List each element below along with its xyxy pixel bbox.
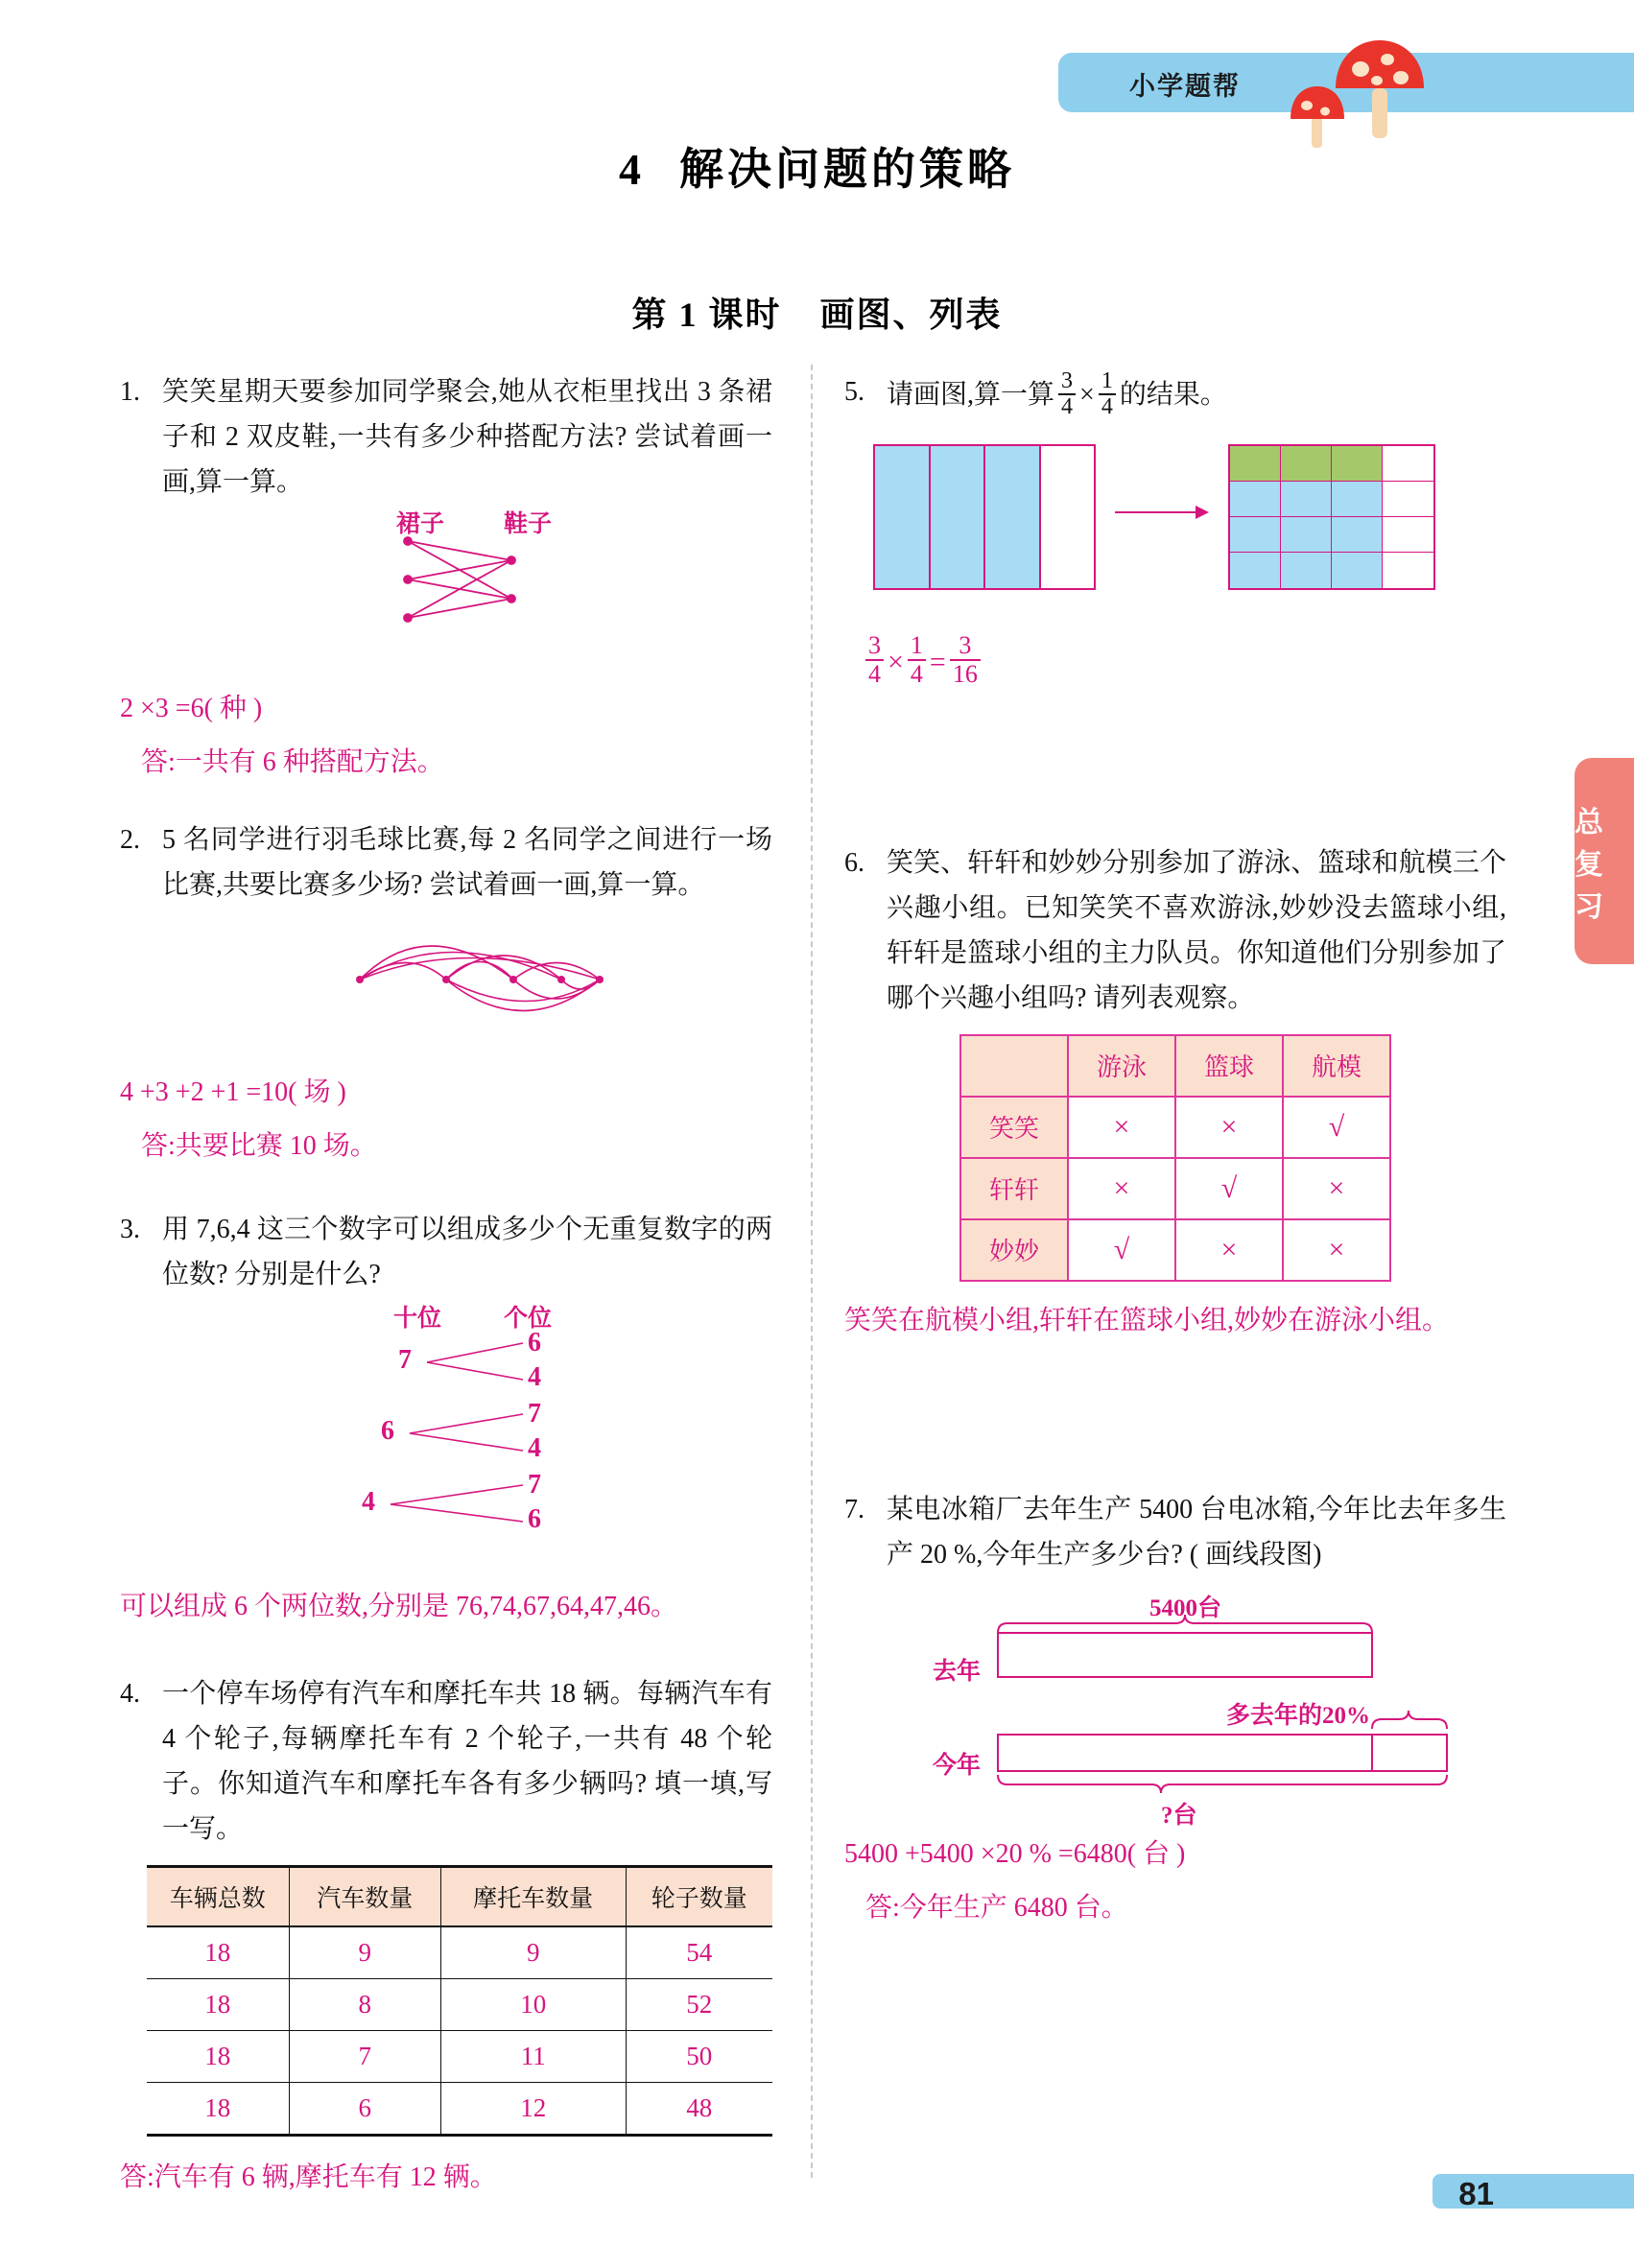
q3-label-ones: 个位 <box>504 1306 553 1332</box>
question-4-body: 一个停车场停有汽车和摩托车共 18 辆。每辆汽车有 4 个轮子,每辆摩托车有 2 个轮子,一共有 48 个轮子。你知道汽车和摩托车各有多少辆吗? 填一填,写一写。 <box>162 1679 772 1844</box>
page-number: 81 <box>1458 2176 1494 2211</box>
t6-row-head: 笑笑 <box>960 1097 1068 1158</box>
question-7 <box>844 1487 1506 1930</box>
t6-row-head: 轩轩 <box>960 1158 1068 1219</box>
lesson-prefix: 第 1 课时 <box>631 295 782 334</box>
q5-frac-b-den: 4 <box>1099 393 1116 419</box>
question-1-text-block <box>120 369 772 505</box>
q3-tens-1: 7 <box>398 1345 412 1375</box>
interest-group-table <box>959 1034 1391 1282</box>
mushroom-large-icon <box>1332 38 1428 140</box>
q5-grid-cell <box>1332 517 1383 553</box>
t6-cell: × <box>1068 1097 1175 1158</box>
q5-mul-sign: × <box>1079 380 1095 411</box>
cell-motos: 10 <box>440 1979 626 2031</box>
question-2-body: 5 名同学进行羽毛球比赛,每 2 名同学之间进行一场比赛,共要比赛多少场? 尝试着画一画,算一算。 <box>162 825 772 900</box>
t6-col-model: 航模 <box>1283 1035 1390 1097</box>
question-2-calc: 4 +3 +2 +1 =10( 场 ) <box>120 1077 346 1107</box>
chapter-number: 4 <box>619 145 645 194</box>
q5-grid-cell <box>1230 517 1281 553</box>
q5-bar-cell <box>985 446 1041 588</box>
q2-graph-svg <box>120 908 772 1051</box>
q5-frac-b-num: 1 <box>1101 368 1113 393</box>
q5-res-c-den: 16 <box>950 659 981 687</box>
q5-frac-a-num: 3 <box>1061 368 1074 393</box>
q5-grid-cell <box>1332 446 1383 482</box>
cell-wheels: 48 <box>626 2083 772 2136</box>
q3-ones-1a: 6 <box>528 1328 541 1358</box>
question-3-figure <box>120 1297 772 1575</box>
t6-corner <box>960 1035 1068 1097</box>
q5-grid-cell <box>1281 482 1332 517</box>
q5-result-mul: × <box>888 646 904 678</box>
q5-result-c <box>950 632 981 687</box>
q5-grid-cell <box>1383 482 1433 517</box>
cell-cars: 9 <box>289 1926 440 1979</box>
table-row <box>960 1097 1390 1158</box>
col-header-motos: 摩托车数量 <box>440 1867 626 1927</box>
q3-ones-2a: 7 <box>528 1399 541 1429</box>
t6-col-basketball: 篮球 <box>1175 1035 1283 1097</box>
question-2-number: 2. <box>120 825 140 855</box>
question-7-calc: 5400 +5400 ×20 % =6480( 台 ) <box>844 1838 1186 1869</box>
q1-mapping-svg <box>120 505 772 639</box>
t6-row-head: 妙妙 <box>960 1219 1068 1281</box>
table-header-row <box>147 1867 772 1927</box>
question-4 <box>120 1671 772 2200</box>
q5-bar-cell <box>931 446 986 588</box>
question-7-body: 某电冰箱厂去年生产 5400 台电冰箱,今年比去年多生产 20 %,今年生产多少台? ( 画线段图) <box>887 1494 1506 1570</box>
question-1-number: 1. <box>120 377 140 407</box>
q3-label-tens: 十位 <box>393 1306 442 1332</box>
cell-total: 18 <box>147 1926 289 1979</box>
cell-total: 18 <box>147 2031 289 2083</box>
q7-bottom-value: ?台 <box>1161 1802 1197 1829</box>
q3-ones-2b: 4 <box>528 1433 541 1463</box>
lesson-title <box>0 288 1634 337</box>
t6-cell: √ <box>1175 1158 1283 1219</box>
q5-fraction-b <box>1099 369 1116 419</box>
question-7-text-block <box>844 1487 1506 1577</box>
question-6 <box>844 840 1506 1343</box>
question-6-answer: 笑笑在航模小组,轩轩在篮球小组,妙妙在游泳小组。 <box>844 1305 1450 1335</box>
table-row <box>147 1926 772 1979</box>
q5-grid-cell <box>1383 446 1433 482</box>
question-2 <box>120 817 772 1169</box>
q5-res-b-num: 1 <box>910 631 923 660</box>
question-1-body: 笑笑星期天要参加同学聚会,她从衣柜里找出 3 条裙子和 2 双皮鞋,一共有多少种搭配方法? 尝试着画一画,算一算。 <box>162 377 772 497</box>
question-6-text-block <box>844 840 1506 1021</box>
q5-grid-cell <box>1383 517 1433 553</box>
section-tab-review[interactable] <box>1575 758 1634 964</box>
cell-cars: 7 <box>289 2031 440 2083</box>
q5-grid-cell <box>1281 517 1332 553</box>
q3-ones-3b: 6 <box>528 1504 541 1534</box>
col-header-wheels: 轮子数量 <box>626 1867 772 1927</box>
q5-res-c-num: 3 <box>959 631 972 660</box>
question-2-text-block <box>120 817 772 908</box>
question-2-answer: 答:共要比赛 10 场。 <box>141 1131 377 1161</box>
q5-grid-cell <box>1383 553 1433 588</box>
q1-label-skirts: 裙子 <box>396 511 445 537</box>
q1-label-shoes: 鞋子 <box>504 511 553 537</box>
cell-motos: 12 <box>440 2083 626 2136</box>
q5-res-b-den: 4 <box>908 659 926 687</box>
cell-wheels: 50 <box>626 2031 772 2083</box>
table-row <box>147 1979 772 2031</box>
q5-bar-cell <box>1041 446 1095 588</box>
q3-tree-svg <box>120 1297 772 1547</box>
right-column <box>844 369 1506 1955</box>
question-6-number: 6. <box>844 847 864 878</box>
q5-grid-cell <box>1230 446 1281 482</box>
question-5-figure <box>844 431 1506 623</box>
question-1-figure <box>120 505 772 677</box>
table-row <box>960 1158 1390 1219</box>
question-3-text-block <box>120 1207 772 1297</box>
t6-cell: × <box>1283 1219 1390 1281</box>
column-divider <box>811 365 814 2178</box>
question-5-text-block <box>844 369 1506 419</box>
question-1 <box>120 369 772 785</box>
table-row <box>147 2083 772 2136</box>
q5-grid-cell <box>1281 553 1332 588</box>
lesson-name: 画图、列表 <box>819 295 1003 334</box>
q3-ones-3a: 7 <box>528 1470 541 1500</box>
q7-extra-label: 多去年的20% <box>1226 1702 1371 1729</box>
question-7-answer: 答:今年生产 6480 台。 <box>865 1892 1128 1923</box>
q7-label-last-year: 去年 <box>933 1658 982 1685</box>
q5-arrow-icon <box>1115 511 1207 513</box>
q5-result-eq: = <box>929 646 946 678</box>
question-4-answer: 答:汽车有 6 辆,摩托车有 12 辆。 <box>120 2162 497 2192</box>
brand-label: 小学题帮 <box>1129 72 1241 101</box>
question-4-number: 4. <box>120 1679 140 1709</box>
question-2-figure <box>120 908 772 1061</box>
cell-motos: 9 <box>440 1926 626 1979</box>
q7-segment-svg <box>844 1583 1506 1823</box>
t6-col-swim: 游泳 <box>1068 1035 1175 1097</box>
cell-total: 18 <box>147 1979 289 2031</box>
q5-frac-a-den: 4 <box>1058 393 1076 419</box>
chapter-name: 解决问题的策略 <box>679 145 1015 194</box>
vehicle-table <box>147 1865 772 2137</box>
question-3-number: 3. <box>120 1215 140 1244</box>
cell-cars: 6 <box>289 2083 440 2136</box>
question-3-answer: 可以组成 6 个两位数,分别是 76,74,67,64,47,46。 <box>120 1592 678 1621</box>
cell-wheels: 54 <box>626 1926 772 1979</box>
t6-cell: √ <box>1068 1219 1175 1281</box>
q5-grid-cell <box>1332 482 1383 517</box>
t6-cell: √ <box>1283 1097 1390 1158</box>
q7-top-value: 5400台 <box>1149 1595 1222 1621</box>
q5-res-a-num: 3 <box>868 631 881 660</box>
question-5-number: 5. <box>844 377 864 407</box>
col-header-total: 车辆总数 <box>147 1867 289 1927</box>
q5-bar-model <box>873 444 1096 590</box>
t6-cell: × <box>1068 1158 1175 1219</box>
question-5-body-before: 请画图,算一算 <box>887 380 1055 411</box>
section-tab-label: 总复习 <box>1575 806 1607 923</box>
question-7-number: 7. <box>844 1494 864 1524</box>
col-header-cars: 汽车数量 <box>289 1867 440 1927</box>
table-row <box>960 1219 1390 1281</box>
question-1-answer: 答:一共有 6 种搭配方法。 <box>141 747 444 777</box>
question-5-result <box>862 632 1506 687</box>
question-5 <box>844 369 1506 687</box>
left-column <box>120 369 772 2225</box>
q5-bar-cell <box>875 446 931 588</box>
q5-result-b <box>908 632 926 687</box>
cell-total: 18 <box>147 2083 289 2136</box>
q7-label-this-year: 今年 <box>933 1752 982 1779</box>
q3-tens-3: 4 <box>362 1487 375 1517</box>
question-7-figure <box>844 1583 1506 1829</box>
q5-result-a <box>865 632 884 687</box>
t6-cell: × <box>1283 1158 1390 1219</box>
q5-fraction-a <box>1058 369 1076 419</box>
q5-area-grid <box>1228 444 1435 590</box>
cell-motos: 11 <box>440 2031 626 2083</box>
q3-ones-1b: 4 <box>528 1362 541 1392</box>
q5-grid-cell <box>1230 482 1281 517</box>
question-4-text-block <box>120 1671 772 1852</box>
table-row <box>147 2031 772 2083</box>
chapter-title <box>0 134 1634 198</box>
t6-cell: × <box>1175 1097 1283 1158</box>
question-3 <box>120 1207 772 1629</box>
cell-cars: 8 <box>289 1979 440 2031</box>
q5-grid-cell <box>1281 446 1332 482</box>
question-6-body: 笑笑、轩轩和妙妙分别参加了游泳、篮球和航模三个兴趣小组。已知笑笑不喜欢游泳,妙妙没去篮球小组,轩轩是篮球小组的主力队员。你知道他们分别参加了哪个兴趣小组吗? 请列表观察。 <box>887 847 1506 1013</box>
cell-wheels: 52 <box>626 1979 772 2031</box>
t6-cell: × <box>1175 1219 1283 1281</box>
question-1-calc: 2 ×3 =6( 种 ) <box>120 694 263 723</box>
q5-grid-cell <box>1332 553 1383 588</box>
question-3-body: 用 7,6,4 这三个数字可以组成多少个无重复数字的两位数? 分别是什么? <box>162 1215 772 1289</box>
q5-grid-cell <box>1230 553 1281 588</box>
question-5-body-after: 的结果。 <box>1119 380 1227 411</box>
q5-res-a-den: 4 <box>865 659 884 687</box>
q3-tens-2: 6 <box>381 1416 394 1446</box>
table-header-row <box>960 1035 1390 1097</box>
